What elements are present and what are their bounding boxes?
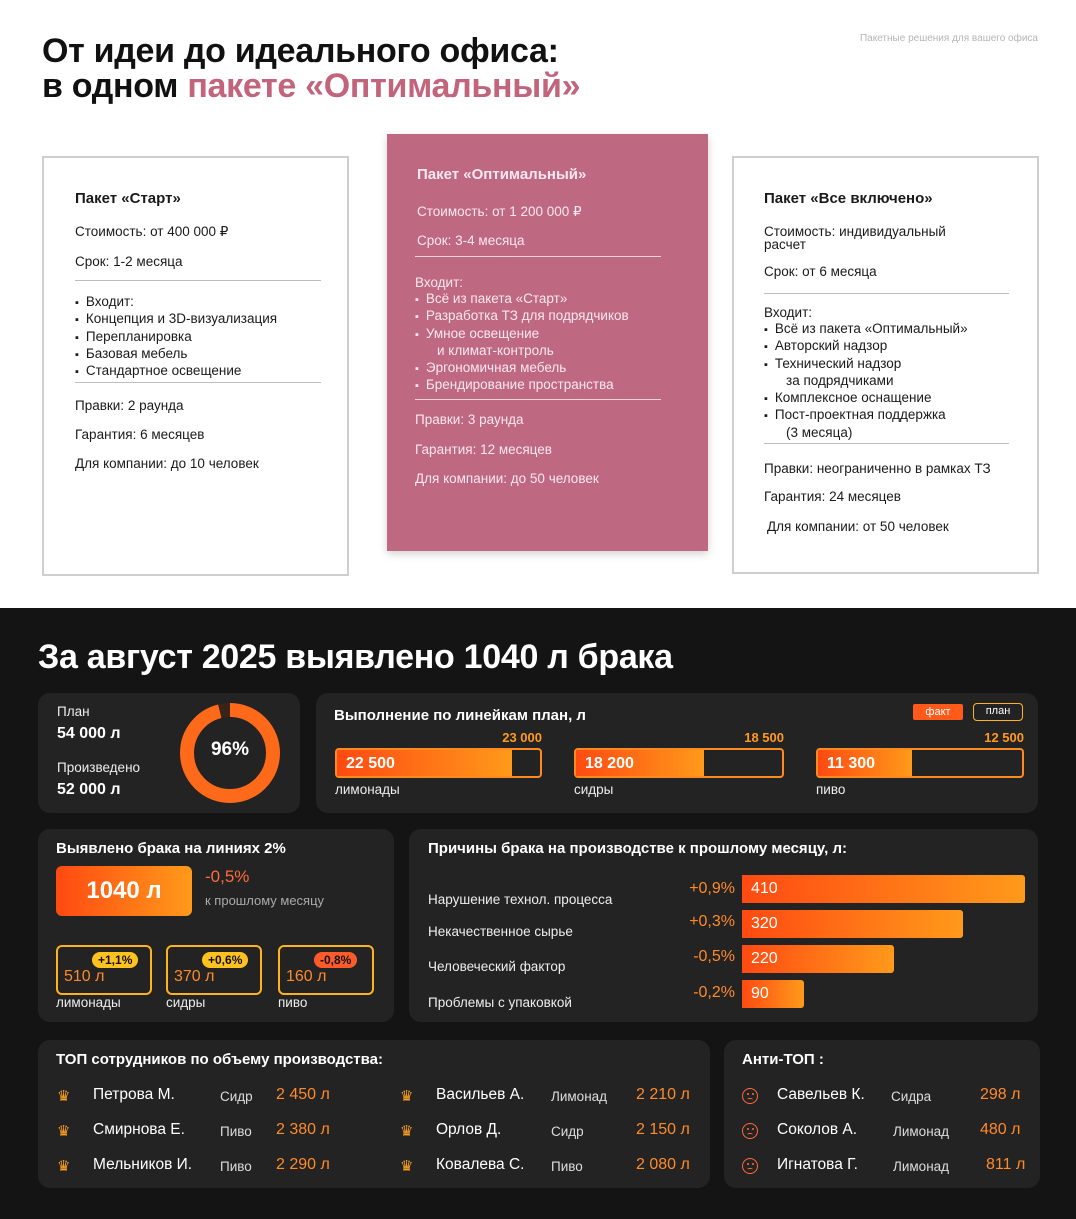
bar-value: 22 500 [346,755,395,772]
list-item: ▪ Стандартное освещение [75,363,277,380]
employee-value: 811 л [986,1156,1026,1173]
cause-name: Человеческий фактор [428,959,566,974]
defect-change-badge: +1,1% [92,952,138,968]
title-line-2 [42,69,580,104]
cause-value: 220 [751,950,778,967]
defect-change-badge: -0,8% [314,952,357,968]
bar-value: 11 300 [827,755,876,772]
sad-face-icon [742,1158,758,1174]
employee-value: 2 450 л [276,1086,330,1103]
cause-change: -0,2% [693,984,735,1001]
package-warranty: Гарантия: 12 месяцев [415,442,552,457]
package-includes [415,291,629,395]
title-accent: пакете «Оптимальный» [187,67,581,105]
employee-name: Ковалева С. [436,1156,525,1173]
list-item: ▪ Разработка ТЗ для подрядчиков [415,308,629,325]
cause-value: 410 [751,880,778,897]
package-term: Срок: от 6 месяца [764,264,877,279]
employee-product: Сидр [220,1089,253,1104]
package-term: Срок: 1-2 месяца [75,254,183,269]
packages-section [0,0,1076,608]
title-line-1: От идеи до идеального офиса: [42,32,559,70]
employee-value: 2 290 л [276,1156,330,1173]
defect-value: 370 л [174,968,215,985]
defect-value: 160 л [286,968,327,985]
lines-title: Выполнение по линейкам план, л [334,707,586,724]
package-revisions: Правки: неограниченно в рамках ТЗ [764,461,991,476]
employee-product: Лимонад [551,1089,608,1104]
crown-icon: ♛ [400,1088,414,1105]
sad-face-icon [742,1123,758,1139]
employee-name: Савельев К. [777,1086,865,1103]
list-item: ▪ Всё из пакета «Оптимальный» [764,321,968,338]
cause-bar [742,980,804,1008]
title-prefix: в одном [42,67,188,105]
produced-label: Произведено [57,760,141,775]
crown-icon: ♛ [57,1123,71,1140]
report-section [0,608,1076,1219]
report-title: За август 2025 выявлено 1040 л брака [38,638,673,676]
employee-product: Пиво [220,1124,252,1139]
list-item: ▪ Авторский надзор [764,338,968,355]
causes-title: Причины брака на производстве к прошлому месяцу, л: [428,840,847,857]
cause-change: -0,5% [693,948,735,965]
line-bar-cider [574,748,784,778]
employee-name: Васильев А. [436,1086,525,1103]
divider [415,256,661,257]
employee-value: 480 л [980,1121,1021,1138]
sad-face-icon [742,1088,758,1104]
package-revisions: Правки: 2 раунда [75,398,184,413]
divider [764,293,1009,294]
employee-name: Орлов Д. [436,1121,502,1138]
defect-line-name: сидры [166,995,206,1010]
defect-change-badge: +0,6% [202,952,248,968]
divider [75,280,321,281]
crown-icon: ♛ [400,1123,414,1140]
employee-name: Соколов А. [777,1121,858,1138]
package-title: Пакет «Старт» [75,190,181,207]
defect-value: 510 л [64,968,105,985]
line-name: пиво [816,782,846,797]
package-card-all-inclusive [732,156,1039,574]
employee-product: Сидр [551,1124,584,1139]
line-plan-label: 12 500 [984,730,1024,745]
cause-bar [742,910,963,938]
package-cost: Стоимость: от 400 000 ₽ [75,224,229,239]
tagline: Пакетные решения для вашего офиса [859,33,1038,44]
defect-line-name: лимонады [56,995,121,1010]
crown-icon: ♛ [400,1158,414,1175]
list-item: ▪ Перепланировка [75,329,277,346]
page-title [42,34,580,104]
plan-label: План [57,704,90,719]
employee-value: 2 380 л [276,1121,330,1138]
defects-change: -0,5% [205,867,250,886]
employee-product: Пиво [220,1159,252,1174]
package-card-optimal [387,134,708,551]
cause-bar [742,945,894,973]
crown-icon: ♛ [57,1088,71,1105]
list-item: и климат-контроль [437,342,554,358]
defects-panel [38,829,394,1022]
plan-value: 54 000 л [57,725,121,742]
top-employees-panel [38,1040,710,1188]
employee-product: Лимонад [893,1124,950,1139]
package-includes-label: Входит: [764,305,813,320]
package-cost: Стоимость: от 1 200 000 ₽ [417,204,582,219]
causes-panel [409,829,1038,1022]
cause-value: 320 [751,915,778,932]
cause-value: 90 [751,985,769,1002]
cause-name: Некачественное сырье [428,924,573,939]
package-includes-label: Входит: [415,275,464,290]
employee-name: Игнатова Г. [777,1156,858,1173]
defect-line-name: пиво [278,995,308,1010]
list-item: ▪ Брендирование пространства [415,377,629,394]
legend-plan: план [973,703,1023,721]
line-plan-label: 23 000 [502,730,542,745]
package-term: Срок: 3-4 месяца [417,233,525,248]
crown-icon: ♛ [57,1158,71,1175]
employee-name: Петрова М. [93,1086,175,1103]
bar-value: 18 200 [585,755,634,772]
cause-bar [742,875,1025,903]
package-cost: Стоимость: индивидуальный [764,224,946,239]
package-title: Пакет «Оптимальный» [417,166,587,183]
package-cost-line2: расчет [764,237,806,252]
package-warranty: Гарантия: 6 месяцев [75,427,205,442]
package-includes [764,321,968,442]
list-item: ▪ Комплексное оснащение [764,390,968,407]
cause-change: +0,9% [689,880,735,897]
employee-name: Мельников И. [93,1156,193,1173]
employee-product: Сидра [891,1089,932,1104]
package-revisions: Правки: 3 раунда [415,412,524,427]
defects-total: 1040 л [56,866,192,916]
anti-top-panel [724,1040,1040,1188]
employee-value: 2 150 л [636,1121,690,1138]
package-company: Для компании: от 50 человек [767,519,949,534]
divider [415,399,661,400]
list-item: ▪ Входит: [75,294,277,311]
anti-title: Анти-ТОП : [742,1051,824,1068]
list-item: ▪ Концепция и 3D-визуализация [75,311,277,328]
list-item: ▪ Технический надзор [764,356,968,373]
divider [764,443,1009,444]
list-item: ▪ Умное освещение [415,326,629,343]
legend-fact: факт [913,704,963,720]
completion-percent: 96% [210,739,250,760]
package-company: Для компании: до 10 человек [75,456,259,471]
line-bar-beer [816,748,1024,778]
top-title: ТОП сотрудников по объему производства: [56,1051,384,1068]
line-name: сидры [574,782,614,797]
divider [75,382,321,383]
defects-title: Выявлено брака на линиях 2% [56,840,286,857]
line-name: лимонады [335,782,400,797]
cause-name: Нарушение технол. процесса [428,892,613,907]
line-bar-lemonade [335,748,542,778]
list-item: ▪ Эргономичная мебель [415,360,629,377]
list-item: ▪ Базовая мебель [75,346,277,363]
employee-product: Лимонад [893,1159,950,1174]
line-plan-label: 18 500 [744,730,784,745]
cause-change: +0,3% [689,913,735,930]
list-item: (3 месяца) [786,424,853,440]
package-company: Для компании: до 50 человек [415,471,599,486]
package-includes [75,294,277,380]
employee-product: Пиво [551,1159,583,1174]
package-card-start [42,156,349,576]
list-item: за подрядчиками [786,372,894,388]
plan-panel [38,693,300,813]
package-title: Пакет «Все включено» [764,190,933,207]
list-item: ▪ Пост-проектная поддержка [764,407,968,424]
employee-name: Смирнова Е. [93,1121,185,1138]
employee-value: 2 210 л [636,1086,690,1103]
defects-change-note: к прошлому месяцу [205,893,325,908]
package-warranty: Гарантия: 24 месяцев [764,489,901,504]
employee-value: 2 080 л [636,1156,690,1173]
lines-panel [316,693,1038,813]
employee-value: 298 л [980,1086,1021,1103]
list-item: ▪ Всё из пакета «Старт» [415,291,629,308]
produced-value: 52 000 л [57,781,121,798]
cause-name: Проблемы с упаковкой [428,995,572,1010]
